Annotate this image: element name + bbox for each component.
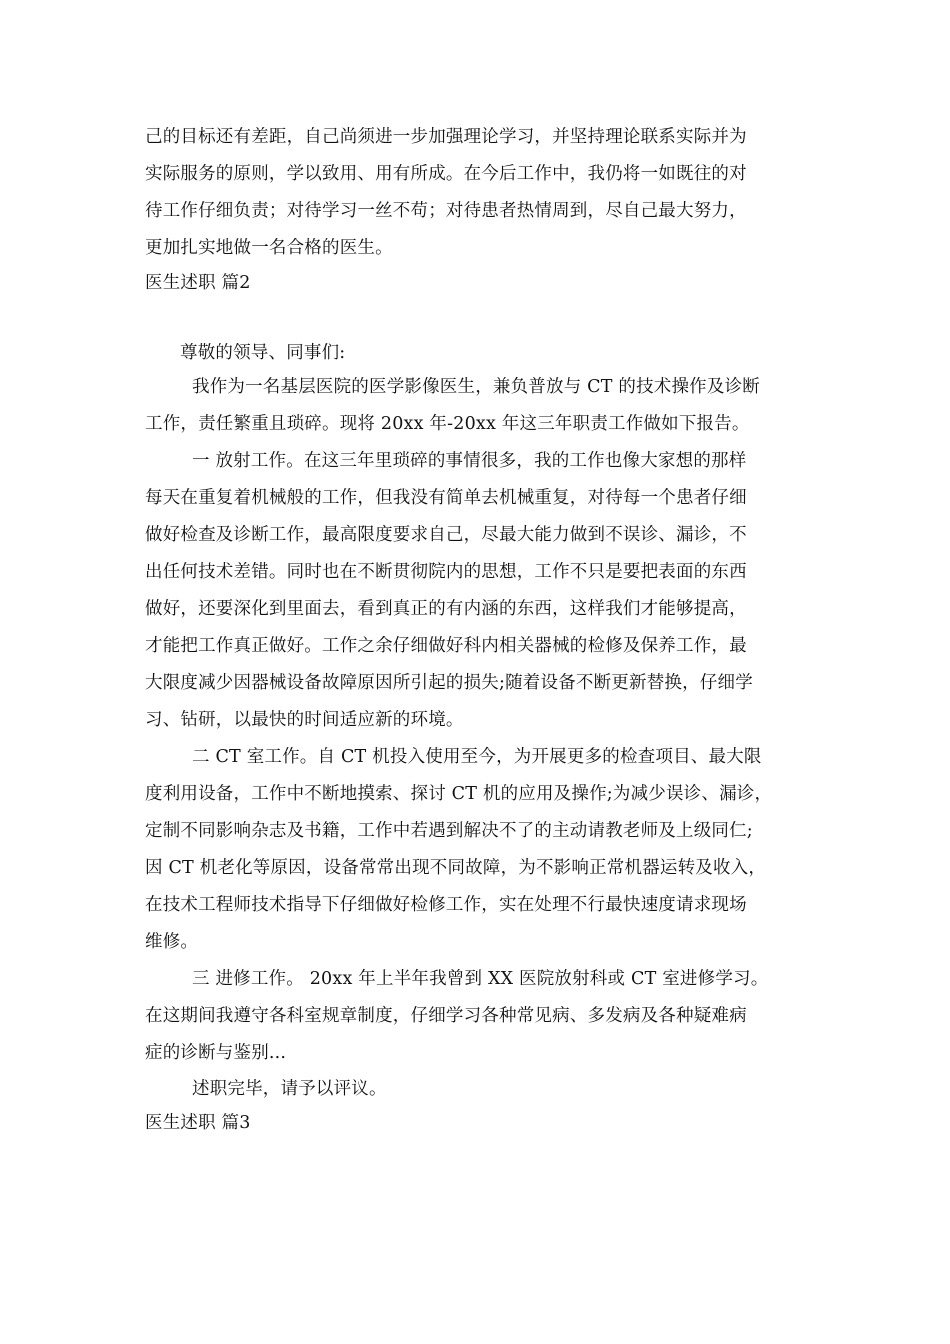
- paragraph-line: 做好，还要深化到里面去，看到真正的有内涵的东西，这样我们才能够提高，: [145, 599, 747, 619]
- paragraph-line: 工作，责任繁重且琐碎。现将 20xx 年-20xx 年这三年职责工作做如下报告。: [145, 414, 750, 434]
- paragraph-line: 才能把工作真正做好。工作之余仔细做好科内相关器械的检修及保养工作，最: [145, 636, 747, 656]
- paragraph-line: 习、钻研，以最快的时间适应新的环境。: [145, 710, 464, 730]
- paragraph-line: 定制不同影响杂志及书籍，工作中若遇到解决不了的主动请教老师及上级同仁;: [145, 821, 753, 841]
- paragraph-line: 在这期间我遵守各科室规章制度，仔细学习各种常见病、多发病及各种疑难病: [145, 1006, 747, 1026]
- paragraph-line: 三 进修工作。 20xx 年上半年我曾到 XX 医院放射科或 CT 室进修学习。: [192, 969, 769, 989]
- paragraph-line: 我作为一名基层医院的医学影像医生，兼负普放与 CT 的技术操作及诊断: [192, 377, 760, 397]
- paragraph-line: 更加扎实地做一名合格的医生。: [145, 238, 393, 258]
- paragraph-line: 每天在重复着机械般的工作，但我没有简单去机械重复，对待每一个患者仔细: [145, 488, 747, 508]
- paragraph-line: 度利用设备，工作中不断地摸索、探讨 CT 机的应用及操作;为减少误诊、漏诊，: [145, 784, 773, 804]
- paragraph-line: 二 CT 室工作。自 CT 机投入使用至今，为开展更多的检查项目、最大限: [192, 747, 762, 767]
- paragraph-line: 大限度减少因器械设备故障原因所引起的损失;随着设备不断更新替换，仔细学: [145, 673, 753, 693]
- paragraph-line: 出任何技术差错。同时也在不断贯彻院内的思想，工作不只是要把表面的东西: [145, 562, 747, 582]
- salutation: 尊敬的领导、同事们:: [180, 343, 346, 363]
- paragraph-line: 因 CT 机老化等原因，设备常常出现不同故障，为不影响正常机器运转及收入，: [145, 858, 767, 878]
- paragraph-line: 在技术工程师技术指导下仔细做好检修工作，实在处理不行最快速度请求现场: [145, 895, 747, 915]
- closing-line: 述职完毕，请予以评议。: [192, 1079, 387, 1099]
- section-heading-3: 医生述职 篇3: [145, 1113, 251, 1133]
- paragraph-line: 己的目标还有差距，自己尚须进一步加强理论学习，并坚持理论联系实际并为: [145, 127, 747, 147]
- paragraph-line: 实际服务的原则，学以致用、用有所成。在今后工作中，我仍将一如既往的对: [145, 164, 747, 184]
- paragraph-line: 待工作仔细负责；对待学习一丝不苟；对待患者热情周到，尽自己最大努力，: [145, 201, 747, 221]
- paragraph-line: 一 放射工作。在这三年里琐碎的事情很多，我的工作也像大家想的那样: [192, 451, 747, 471]
- paragraph-line: 症的诊断与鉴别...: [145, 1043, 287, 1063]
- paragraph-line: 维修。: [145, 932, 199, 952]
- paragraph-line: 做好检查及诊断工作，最高限度要求自己，尽最大能力做到不误诊、漏诊，不: [145, 525, 747, 545]
- section-heading-2: 医生述职 篇2: [145, 273, 251, 293]
